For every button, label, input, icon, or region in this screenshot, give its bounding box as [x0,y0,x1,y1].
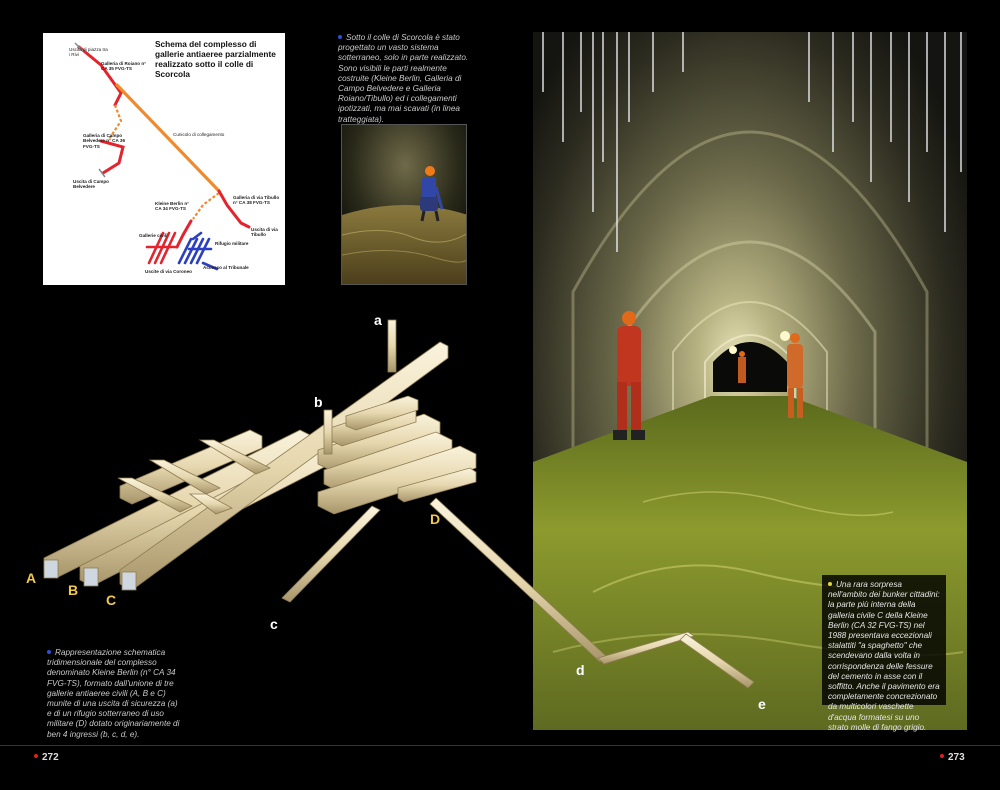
right-caption-text: Una rara sorpresa nell'ambito dei bunker cittadini: la parte più interna della galleria civile C della Kleine Berlin (CA 32 FVG-TS) nel 1988 presentava eccezionali stalattiti "a spaghetto" che scendevano dalla volta in corrispondenza delle fessure del cemento in asse con il soffitto. Anche il pavimento era completamente concrezionato da multicolori vaschette d'acqua formatesi su uno strato molle di fango grigio. [828,580,940,732]
label-uscita-campo: Uscita di Campo Belvedere [73,179,109,190]
page-number-right: 273 [940,752,965,763]
iso-label-d: d [576,662,585,678]
label-uscita-piazza: Uscita di piazza tra i Rivi [69,47,108,58]
iso-label-D: D [430,511,441,527]
label-rifugio: Rifugio militare [215,241,249,246]
tunnel-schematic-map [43,33,285,285]
iso-label-e: e [758,696,766,712]
red-dot-icon [34,754,38,758]
footer-divider [0,745,1000,746]
label-galleria-campo: Galleria di Campo Belvedere n° CA 36 FVG-TS [83,133,126,149]
yellow-bullet-icon [828,582,832,586]
map-title: Schema del complesso di gallerie antiaeree parzialmente realizzato sotto il colle di Scorcola [155,39,276,79]
label-gallerie-civili: Gallerie civili [139,233,168,238]
iso-label-a: a [374,312,382,328]
blue-bullet-icon [338,35,342,39]
label-uscita-tibullo: Uscita di via Tibullo [251,227,278,238]
blue-bullet-icon [47,650,51,654]
top-caption-text: Sotto il colle di Scorcola è stato progettato un vasto sistema sotterraneo, solo in parte realizzato. Sono visibili le parti realmente costruite (Kleine Berlin, Galleria di Campo Belvedere e Galleria Roiano/Tibullo) ed i collegamenti ipotizzati, ma mai scavati (in linea tratteggiata). [338,33,469,124]
iso-label-b: b [314,394,323,410]
page-number-left: 272 [34,752,59,763]
label-cunicolo: Cunicolo di collegamento [173,132,225,137]
iso-label-A: A [26,570,37,586]
iso-label-B: B [68,582,79,598]
label-galleria-tibullo: Galleria di via Tibullo n° CA 38 FVG-TS [233,195,280,206]
right-caption [822,575,946,732]
red-dot-icon [940,754,944,758]
iso-label-C: C [106,592,117,608]
label-galleria-roiano: Galleria di Roiano n° CA 35 FVG-TS [101,61,146,72]
left-caption [47,648,182,740]
label-kleine-berlin: Kleine Berlin n° CA 34 FVG-TS [155,201,190,212]
label-accesso-tribunale: Accesso al Tribunale [203,265,249,270]
label-uscite-coroneo: Uscite di via Coroneo [145,269,192,274]
iso-label-c: c [270,616,278,632]
left-caption-text: Rappresentazione schematica tridimensionale del complesso denominato Kleine Berlin (n° CA 34 FVG-TS), formato dall'unione di tre gallerie antiaeree civili (A, B e C) munite di una uscita di sicurezza (a) e di un rifugio sotterraneo di uso militare (D) dotato originariamente di ben 4 ingressi (b, c, d, e). [47,648,180,739]
top-caption [338,33,478,125]
small-photo-worker-in-water [341,124,467,285]
